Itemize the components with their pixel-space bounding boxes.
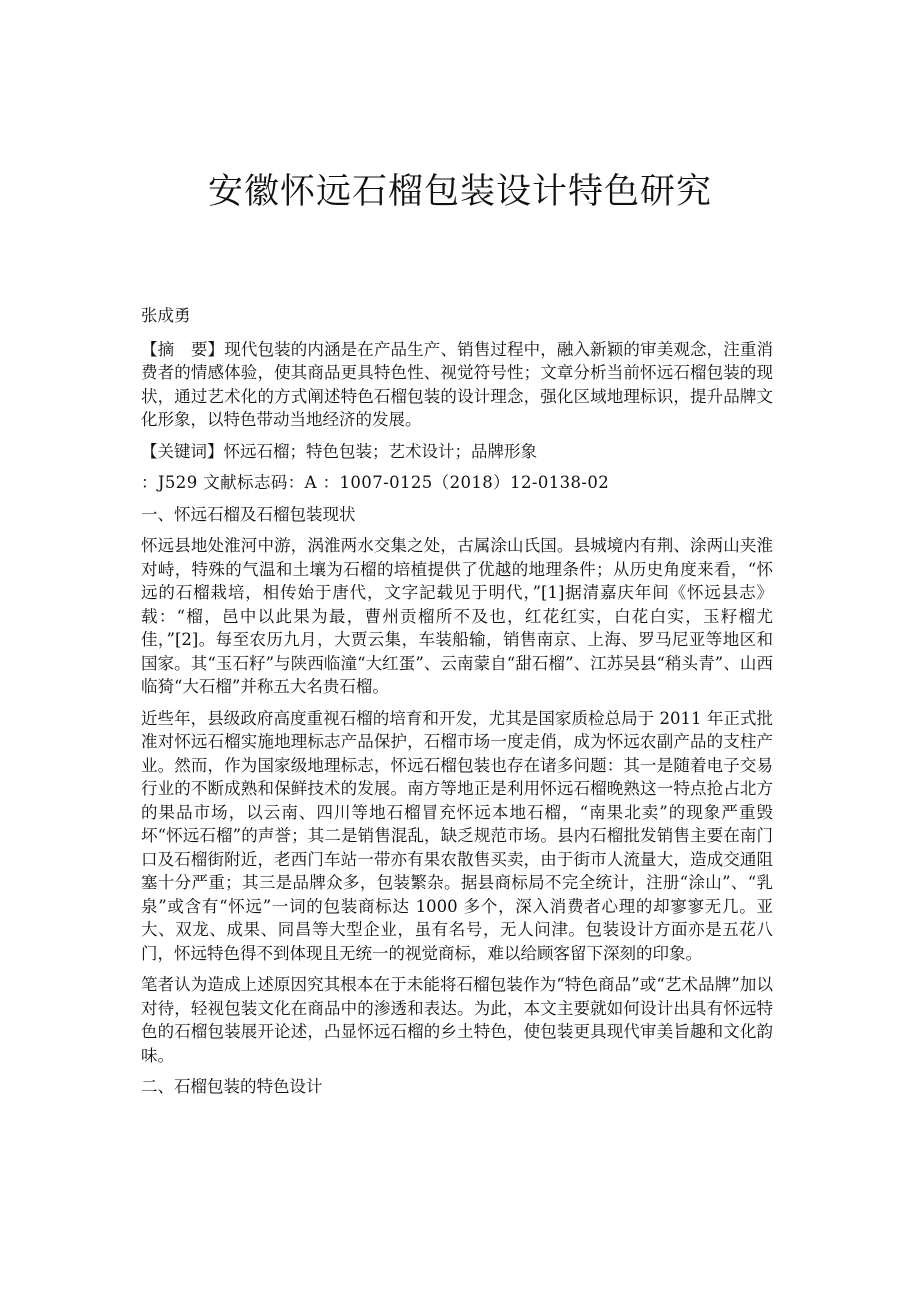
body-paragraph-3: 笔者认为造成上述原因究其根本在于未能将石榴包装作为“特色商品”或“艺术品牌”加以对待，轻视包装文化在商品中的渗透和表达。为此，本文主要就如何设计出具有怀远特色的石榴包装展开论述，凸显怀远石榴的乡土特色，使包装更具现代审美旨趣和文化韵味。	[141, 975, 773, 1065]
paper-body	[141, 304, 773, 1107]
body-paragraph-2: 近些年，县级政府高度重视石榴的培育和开发，尤其是国家质检总局于 2011 年正式批准对怀远石榴实施地理标志产品保护，石榴市场一度走俏，成为怀远农副产品的支柱产业。然而，作为国家级地理标志，怀远石榴包装也存在诸多问题：其一是随着电子交易行业的不断成熟和保鲜技术的发展。南方等地正是利用怀远石榴晚熟这一特点抢占北方的果品市场，以云南、四川等地石榴冒充怀远本地石榴，“南果北卖”的现象严重毁坏“怀远石榴”的声誉；其二是销售混乱，缺乏规范市场。县内石榴批发销售主要在南门口及石榴街附近，老西门车站一带亦有果农散售买卖，由于街市人流量大，造成交通阻塞十分严重；其三是品牌众多，包装繁杂。据县商标局不完全统计，注册“涂山”、“乳泉”或含有“怀远”一词的包装商标达 1000 多个，深入消费者心理的却寥寥无几。亚大、双龙、成果、同昌等大型企业，虽有名号，无人问津。包装设计方面亦是五花八门，怀远特色得不到体现且无统一的视觉商标，难以给顾客留下深刻的印象。	[141, 708, 773, 963]
section-heading-1: 一、怀远石榴及石榴包装现状	[141, 504, 356, 524]
keywords-text: 怀远石榴；特色包装；艺术设计；品牌形象	[223, 441, 537, 461]
keywords-paragraph	[141, 440, 773, 464]
section-heading-2: 二、石榴包装的特色设计	[141, 1077, 323, 1096]
abstract-text: 现代包装的内涵是在产品生产、销售过程中，融入新颖的审美观念，注重消费者的情感体验，使其商品更具特色性、视觉符号性；文章分析当前怀远石榴包装的现状，通过艺术化的方式阐述特色石榴包装的设计理念，强化区域地理标识，提升品牌文化形象，以特色带动当地经济的发展。	[141, 339, 774, 429]
body-paragraph-1: 怀远县地处淮河中游，涡淮两水交集之处，古属涂山氏国。县城境内有荆、涂两山夹淮对峙，特殊的气温和土壤为石榴的培植提供了优越的地理条件；从历史角度来看，“怀远的石榴栽培，相传始于唐代，文字記载见于明代，”[1]据清嘉庆年间《怀远县志》载：“榴，邑中以此果为最，曹州贡榴所不及也，红花红实，白花白实，玉籽榴尤佳，”[2]。每至农历九月，大贾云集，车装船输，销售南京、上海、罗马尼亚等地区和国家。其“玉石籽”与陕西临潼“大红蛋”、云南蒙自“甜石榴”、江苏吴县“稍头青”、山西临猗“大石榴”并称五大名贵石榴。	[141, 536, 773, 696]
abstract-label: 【摘 要】	[141, 339, 225, 359]
classification-line: ：J529 文献标志码：A ：1007-0125（2018）12-0138-02	[141, 473, 610, 492]
paper-title: 安徽怀远石榴包装设计特色研究	[207, 172, 712, 212]
abstract-paragraph	[141, 338, 773, 432]
author-name: 张成勇	[141, 306, 191, 325]
keywords-label: 【关键词】	[141, 441, 224, 461]
